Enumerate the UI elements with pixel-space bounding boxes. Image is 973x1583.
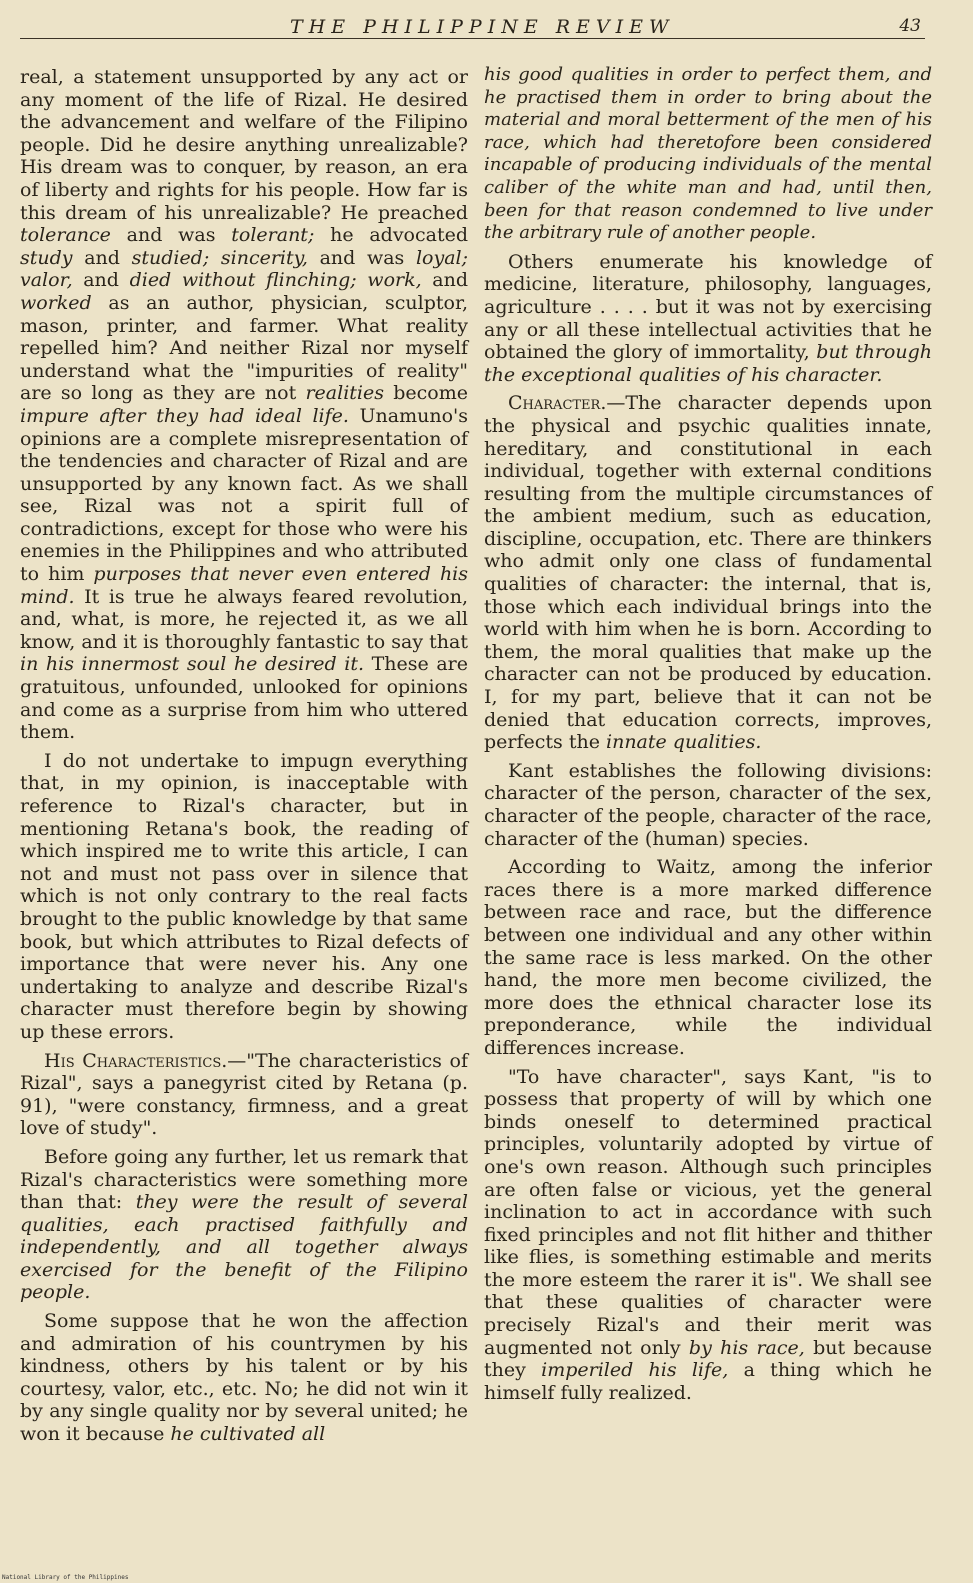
paragraph: Others enumerate his knowledge of medicine, literature, philosophy, languages, agriculture . . . . but it was not by exercising any or all these intellectual activities that he obtained the glory of immortality, but through the exceptional qualities of his character. — [484, 250, 932, 386]
running-header — [20, 10, 925, 39]
section-paragraph-characteristics: His Characteristics.—"The characteristics of Rizal", says a panegyrist cited by Retana (p. 91), "were constancy, firmness, and a great love of study". — [20, 1049, 468, 1140]
paragraph: According to Waitz, among the inferior races there is a more marked difference between race and race, but the difference between one individual and any other within the same race is less marked. On the other hand, the more men become civilized, the more does the ethnical character lose its preponderance, while the individual differences increase. — [484, 856, 932, 1059]
right-column — [484, 64, 932, 1410]
paragraph: Some suppose that he won the affection and admiration of his countrymen by his kindness, others by his talent or by his courtesy, valor, etc., etc. No; he did not win it by any single quality nor by several united; he won it because he cultivated all — [20, 1310, 468, 1446]
paragraph: Before going any further, let us remark that Rizal's characteristics were something more than that: they were the result of several qualities, each practised faithfully and independently, and all together always exercised for the benefit of the Filipino people. — [20, 1145, 468, 1304]
section-heading: Character. — [508, 392, 607, 415]
paragraph: Kant establishes the following divisions: character of the person, character of the sex, character of the people, character of the race, character of the (human) species. — [484, 759, 932, 850]
paragraph: "To have character", says Kant, "is to possess that property of will by which one binds oneself to determined practical principles, voluntarily adopted by virtue of one's own reason. Although such principles are often false or vicious, yet the general inclination to act in accordance with such fixed principles and not flit hither and thither like flies, is something estimable and merits the more esteem the rarer it is". We shall see that these qualities of character were precisely Rizal's and their merit was augmented not only by his race, but because they imperiled his life, a thing which he himself fully realized. — [484, 1065, 933, 1404]
paragraph: I do not undertake to impugn everything that, in my opinion, is inacceptable with reference to Rizal's character, but in mentioning Retana's book, the reading of which inspired me to write this article, I can not and must not pass over in silence that which is not only contrary to the real facts brought to the public knowledge by that same book, but which attributes to Rizal defects of importance that were never his. Any one undertaking to analyze and describe Rizal's character must therefore begin by showing up these errors. — [20, 749, 468, 1043]
section-heading: His Characteristics. — [44, 1049, 228, 1072]
left-column — [20, 66, 468, 1452]
paragraph: his good qualities in order to perfect them, and he practised them in order to bring about the material and moral betterment of the men of his race, which had theretofore been considered incapable of producing individuals of the mental caliber of the white man and had, until then, been for that reason condemned to live under the arbitrary rule of another people. — [484, 64, 932, 244]
section-paragraph-character: Character.—The character depends upon the physical and psychic qualities innate, hereditary, and constitutional in each individual, together with external conditions resulting from the multiple circumstances of the ambient medium, such as education, discipline, occupation, etc. There are thinkers who admit only one class of fundamental qualities of character: the internal, that is, those which each individual brings into the world with him when he is born. According to them, the moral qualities that make up the character can not be produced by education. I, for my part, believe that it can not be denied that education corrects, improves, perfects the innate qualities. — [484, 392, 932, 754]
paragraph: real, a statement unsupported by any act or any moment of the life of Rizal. He desired the advancement and welfare of the Filipino people. Did he desire anything unrealizable? His dream was to conquer, by reason, an era of liberty and rights for his people. How far is this dream of his unrealizable? He preached tolerance and was tolerant; he advocated study and studied; sincerity, and was loyal; valor, and died without flinching; work, and worked as an author, physician, sculptor, mason, printer, and farmer. What reality repelled him? And neither Rizal nor myself understand what the "impurities of reality" are so long as they are not realities become impure after they had ideal life. Unamuno's opinions are a complete misrepresentation of the tendencies and character of Rizal and are unsupported by any known fact. As we shall see, Rizal was not a spirit full of contradictions, except for those who were his enemies in the Philippines and who attributed to him purposes that never even entered his mind. It is true he always feared revolution, and, what, is more, he rejected it, as we all know, and it is thoroughly fantastic to say that in his innermost soul he desired it. These are gratuitous, unfounded, unlooked for opinions and come as a surprise from him who uttered them. — [20, 66, 469, 744]
library-credit: National Library of the Philippines — [2, 1574, 129, 1581]
running-title: THE PHILIPPINE REVIEW — [290, 16, 675, 38]
page-number: 43 — [899, 16, 921, 36]
